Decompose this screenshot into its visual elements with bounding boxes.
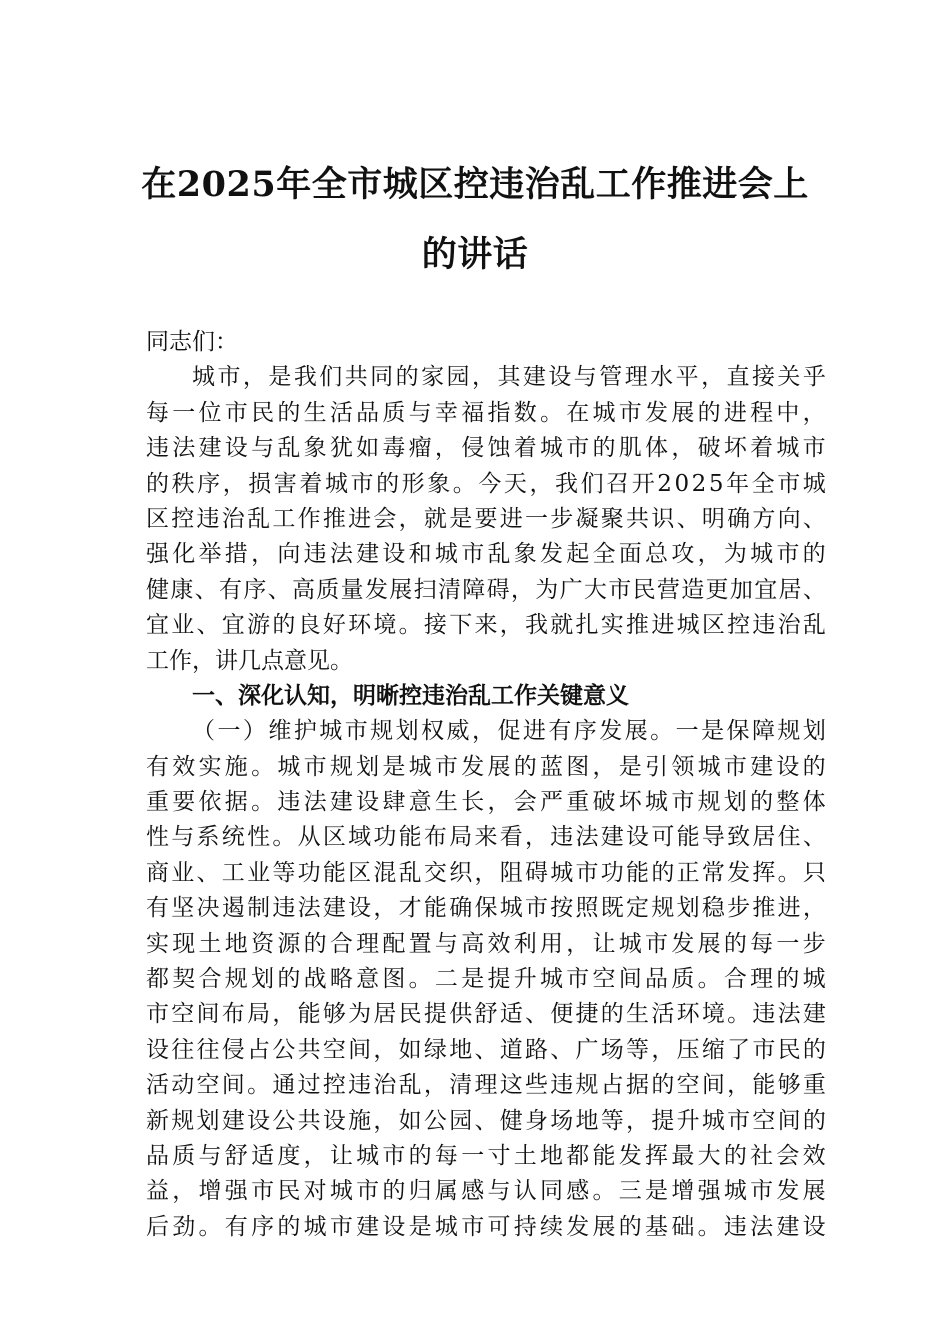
body-line: 有 效 实 施 。 城 市 规 划 是 城 市 发 展 的 蓝 图 ， 是 引 领 城 市 建 设 的	[146, 753, 826, 780]
body-line: 强 化 举 措 ， 向 违 法 建 设 和 城 市 乱 象 发 起 全 面 总 攻 ， 为 城 市 的	[146, 541, 826, 568]
body-line: 性 与 系 统 性 。 从 区 域 功 能 布 局 来 看 ， 违 法 建 设 可 能 导 致 居 住 、	[146, 824, 826, 851]
body-line: 品 质 与 舒 适 度 ， 让 城 市 的 每 一 寸 土 地 都 能 发 挥 最 大 的 社 会 效	[146, 1142, 826, 1169]
title-line-1: 在2025年全市城区控违治乱工作推进会上	[141, 164, 809, 205]
body-line: 活 动 空 间 。 通 过 控 违 治 乱 ， 清 理 这 些 违 规 占 据 的 空 间 ， 能 够 重	[146, 1072, 826, 1099]
body-line: 重 要 依 据 。 违 法 建 设 肆 意 生 长 ， 会 严 重 破 坏 城 市 规 划 的 整 体	[146, 789, 826, 816]
body-line: 设 往 往 侵 占 公 共 空 间 ， 如 绿 地 、 道 路 、 广 场 等 ， 压 缩 了 市 民 的	[146, 1036, 826, 1063]
body-line: 每 一 位 市 民 的 生 活 品 质 与 幸 福 指 数 。 在 城 市 发 展 的 进 程 中 ，	[146, 399, 826, 426]
title-line-2: 的讲话	[421, 234, 529, 275]
section-heading: 一、深化认知，明晰控违治乱工作关键意义	[192, 682, 629, 709]
body-line: 新 规 划 建 设 公 共 设 施 ， 如 公 园 、 健 身 场 地 等 ， 提 升 城 市 空 间 的	[146, 1107, 826, 1134]
body-line: 健 康 、 有 序 、 高 质 量 发 展 扫 清 障 碍 ， 为 广 大 市 民 营 造 更 加 宜 居 、	[146, 576, 826, 603]
body-line: 工作，讲几点意见。	[146, 647, 353, 674]
body-line: 违 法 建 设 与 乱 象 犹 如 毒 瘤 ， 侵 蚀 着 城 市 的 肌 体 ， 破 坏 着 城 市	[146, 435, 826, 462]
body-line: （ 一 ） 维 护 城 市 规 划 权 威 ， 促 进 有 序 发 展 。 一 是 保 障 规 划	[192, 718, 826, 745]
document-title	[120, 150, 830, 290]
body-line: 后 劲 。 有 序 的 城 市 建 设 是 城 市 可 持 续 发 展 的 基 础 。 违 法 建 设	[146, 1213, 826, 1240]
body-text	[146, 360, 826, 1245]
body-line: 商 业 、 工 业 等 功 能 区 混 乱 交 织 ， 阻 碍 城 市 功 能 的 正 常 发 挥 。 只	[146, 859, 826, 886]
salutation: 同志们：	[146, 329, 238, 355]
document-body	[146, 325, 826, 1245]
body-line: 市 空 间 布 局 ， 能 够 为 居 民 提 供 舒 适 、 便 捷 的 生 活 环 境 。 违 法 建	[146, 1001, 826, 1028]
body-line: 的 秩 序 ， 损 害 着 城 市 的 形 象 。 今 天 ， 我 们 召 开 2 0 2 5 年 全 市 城	[146, 470, 826, 497]
body-line: 都 契 合 规 划 的 战 略 意 图 。 二 是 提 升 城 市 空 间 品 质 。 合 理 的 城	[146, 966, 826, 993]
body-line: 城 市 ， 是 我 们 共 同 的 家 园 ， 其 建 设 与 管 理 水 平 ， 直 接 关 乎	[192, 364, 826, 391]
body-line: 实 现 土 地 资 源 的 合 理 配 置 与 高 效 利 用 ， 让 城 市 发 展 的 每 一 步	[146, 930, 826, 957]
body-line: 区 控 违 治 乱 工 作 推 进 会 ， 就 是 要 进 一 步 凝 聚 共 识 、 明 确 方 向 、	[146, 505, 826, 532]
body-line: 益 ， 增 强 市 民 对 城 市 的 归 属 感 与 认 同 感 。 三 是 增 强 城 市 发 展	[146, 1178, 826, 1205]
body-line: 宜 业 、 宜 游 的 良 好 环 境 。 接 下 来 ， 我 就 扎 实 推 进 城 区 控 违 治 乱	[146, 612, 826, 639]
body-line: 有 坚 决 遏 制 违 法 建 设 ， 才 能 确 保 城 市 按 照 既 定 规 划 稳 步 推 进 ，	[146, 895, 826, 922]
